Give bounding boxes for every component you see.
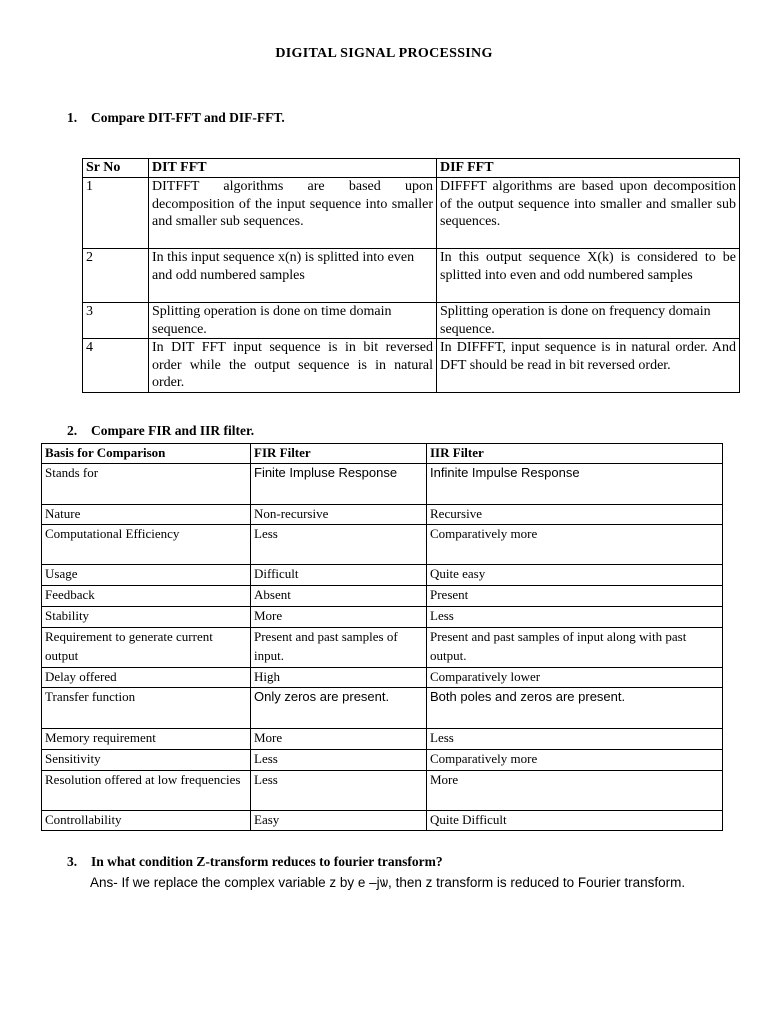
dit-cell: DITFFT algorithms are based upon decomposition of the input sequence into smaller and smaller sub sequences.: [149, 178, 437, 249]
fir-cell: Less: [251, 525, 427, 565]
fir-cell: Only zeros are present.: [251, 688, 427, 729]
iir-cell: Quite easy: [427, 565, 723, 586]
table-row: [42, 750, 723, 771]
question-1-number: 1.: [67, 110, 78, 125]
header-fir: FIR Filter: [251, 444, 427, 464]
iir-cell: Recursive: [427, 505, 723, 525]
iir-cell: Present: [427, 586, 723, 607]
iir-cell: Less: [427, 729, 723, 750]
iir-cell: Comparatively lower: [427, 668, 723, 688]
table-row: [42, 505, 723, 525]
table-row: [42, 688, 723, 729]
table-row: [42, 525, 723, 565]
iir-cell: Comparatively more: [427, 750, 723, 771]
dif-cell: DIFFFT algorithms are based upon decomposition of the output sequence into smaller and smaller sub sequences.: [437, 178, 740, 249]
table-row: [42, 628, 723, 668]
question-1: [67, 110, 285, 126]
sr-no-cell: 2: [83, 249, 149, 303]
header-dif-fft: DIF FFT: [437, 159, 740, 178]
fir-cell: Non-recursive: [251, 505, 427, 525]
table-row: [83, 178, 740, 249]
basis-cell: Usage: [42, 565, 251, 586]
header-iir: IIR Filter: [427, 444, 723, 464]
basis-cell: Delay offered: [42, 668, 251, 688]
question-2-text: Compare FIR and IIR filter.: [91, 423, 255, 438]
document-title: DIGITAL SIGNAL PROCESSING: [275, 46, 493, 61]
table-row: [42, 565, 723, 586]
iir-cell: Infinite Impulse Response: [427, 464, 723, 505]
fir-cell: Absent: [251, 586, 427, 607]
fir-cell: Less: [251, 771, 427, 811]
fir-cell: More: [251, 607, 427, 628]
dif-cell: Splitting operation is done on frequency domain sequence.: [437, 303, 740, 339]
table-header-row: [83, 159, 740, 178]
table-row: [42, 586, 723, 607]
iir-cell: Both poles and zeros are present.: [427, 688, 723, 729]
header-basis: Basis for Comparison: [42, 444, 251, 464]
basis-cell: Requirement to generate current output: [42, 628, 251, 668]
iir-cell: More: [427, 771, 723, 811]
iir-cell: Comparatively more: [427, 525, 723, 565]
dif-cell: In this output sequence X(k) is considered to be splitted into even and odd numbered samples: [437, 249, 740, 303]
basis-cell: Transfer function: [42, 688, 251, 729]
fir-cell: Finite Impluse Response: [251, 464, 427, 505]
basis-cell: Computational Efficiency: [42, 525, 251, 565]
basis-cell: Stands for: [42, 464, 251, 505]
table-row: [42, 668, 723, 688]
table-row: [42, 464, 723, 505]
table-row: [42, 771, 723, 811]
iir-cell: Quite Difficult: [427, 811, 723, 831]
sr-no-cell: 1: [83, 178, 149, 249]
dit-cell: In DIT FFT input sequence is in bit reversed order while the output sequence is in natural order.: [149, 339, 437, 393]
fir-cell: Present and past samples of input.: [251, 628, 427, 668]
basis-cell: Memory requirement: [42, 729, 251, 750]
table-row: [83, 249, 740, 303]
basis-cell: Controllability: [42, 811, 251, 831]
fir-cell: More: [251, 729, 427, 750]
table-row: [42, 607, 723, 628]
fir-iir-comparison-table: [41, 443, 723, 831]
basis-cell: Nature: [42, 505, 251, 525]
table-row: [83, 303, 740, 339]
basis-cell: Feedback: [42, 586, 251, 607]
header-dit-fft: DIT FFT: [149, 159, 437, 178]
fir-cell: Less: [251, 750, 427, 771]
basis-cell: Sensitivity: [42, 750, 251, 771]
sr-no-cell: 4: [83, 339, 149, 393]
question-3-answer: Ans- If we replace the complex variable z by e –jѡ, then z transform is reduced to Fourier transform.: [90, 875, 686, 890]
header-sr-no: Sr No: [83, 159, 149, 178]
dit-dif-comparison-table: [82, 158, 740, 393]
table-row: [42, 811, 723, 831]
question-3: [67, 854, 443, 870]
fir-cell: Easy: [251, 811, 427, 831]
iir-cell: Less: [427, 607, 723, 628]
basis-cell: Stability: [42, 607, 251, 628]
question-2: [67, 423, 254, 439]
table-row: [83, 339, 740, 393]
question-3-text: In what condition Z-transform reduces to fourier transform?: [91, 854, 443, 869]
question-1-text: Compare DIT-FFT and DIF-FFT.: [91, 110, 285, 125]
question-3-number: 3.: [67, 854, 78, 869]
dit-cell: Splitting operation is done on time domain sequence.: [149, 303, 437, 339]
fir-cell: Difficult: [251, 565, 427, 586]
dif-cell: In DIFFFT, input sequence is in natural order. And DFT should be read in bit reversed order.: [437, 339, 740, 393]
fir-cell: High: [251, 668, 427, 688]
table-row: [42, 729, 723, 750]
question-2-number: 2.: [67, 423, 78, 438]
table-header-row: [42, 444, 723, 464]
sr-no-cell: 3: [83, 303, 149, 339]
dit-cell: In this input sequence x(n) is splitted into even and odd numbered samples: [149, 249, 437, 303]
basis-cell: Resolution offered at low frequencies: [42, 771, 251, 811]
iir-cell: Present and past samples of input along with past output.: [427, 628, 723, 668]
